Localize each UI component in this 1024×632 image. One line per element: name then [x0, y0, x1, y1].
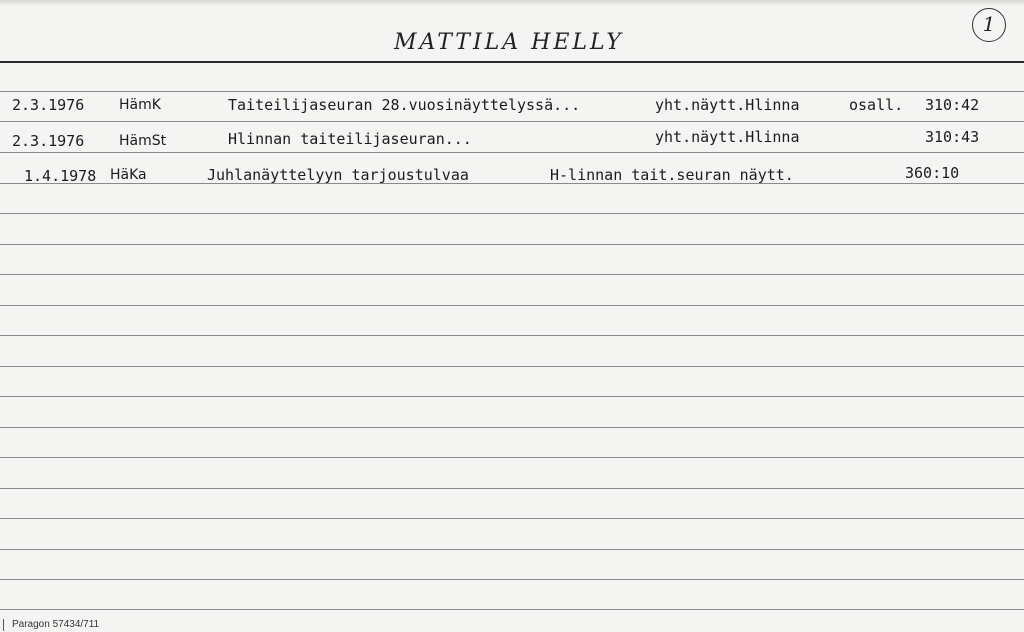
ruled-line: [0, 152, 1024, 153]
entry-source: HäKa: [110, 167, 147, 183]
entry-ref: 310:43: [925, 128, 980, 146]
card-number: 1: [972, 8, 1006, 42]
entry-ref: 310:42: [925, 96, 980, 114]
entry-title: Taiteilijaseuran 28.vuosinäyttelyssä...: [228, 96, 581, 114]
entry-source: HämK: [119, 97, 161, 113]
ruled-line: [0, 457, 1024, 458]
entry-title: Juhlanäyttelyyn tarjoustulvaa: [207, 166, 469, 184]
card-top-edge: [0, 0, 1024, 6]
entry-title: Hlinnan taiteilijaseuran...: [228, 130, 472, 148]
ruled-line: [0, 91, 1024, 92]
entry-ref: 360:10: [905, 164, 960, 182]
entry-note: osall.: [849, 96, 904, 114]
ruled-line: [0, 305, 1024, 306]
ruled-line: [0, 427, 1024, 428]
entry-date: 1.4.1978: [24, 167, 97, 185]
entry-event: H-linnan tait.seuran näytt.: [550, 166, 794, 184]
ruled-line: [0, 549, 1024, 550]
ruled-line: [0, 366, 1024, 367]
ruled-line: [0, 396, 1024, 397]
ruled-line: [0, 609, 1024, 610]
entry-date: 2.3.1976: [12, 96, 85, 114]
entry-date: 2.3.1976: [12, 132, 85, 150]
ruled-line: [0, 183, 1024, 184]
header-rule: [0, 61, 1024, 63]
ruled-line: [0, 274, 1024, 275]
ruled-line: [0, 213, 1024, 214]
ruled-line: [0, 488, 1024, 489]
entry-source: HämSt: [119, 133, 167, 149]
entry-event: yht.näytt.Hlinna: [655, 96, 800, 114]
ruled-line: [0, 579, 1024, 580]
print-code: Paragon 57434/711: [12, 619, 100, 630]
ruled-line: [0, 244, 1024, 245]
entry-event: yht.näytt.Hlinna: [655, 128, 800, 146]
ruled-line: [0, 335, 1024, 336]
ruled-line: [0, 121, 1024, 122]
ruled-line: [0, 518, 1024, 519]
footer-tick: [3, 619, 4, 631]
card-name: MATTILA HELLY: [394, 30, 624, 55]
